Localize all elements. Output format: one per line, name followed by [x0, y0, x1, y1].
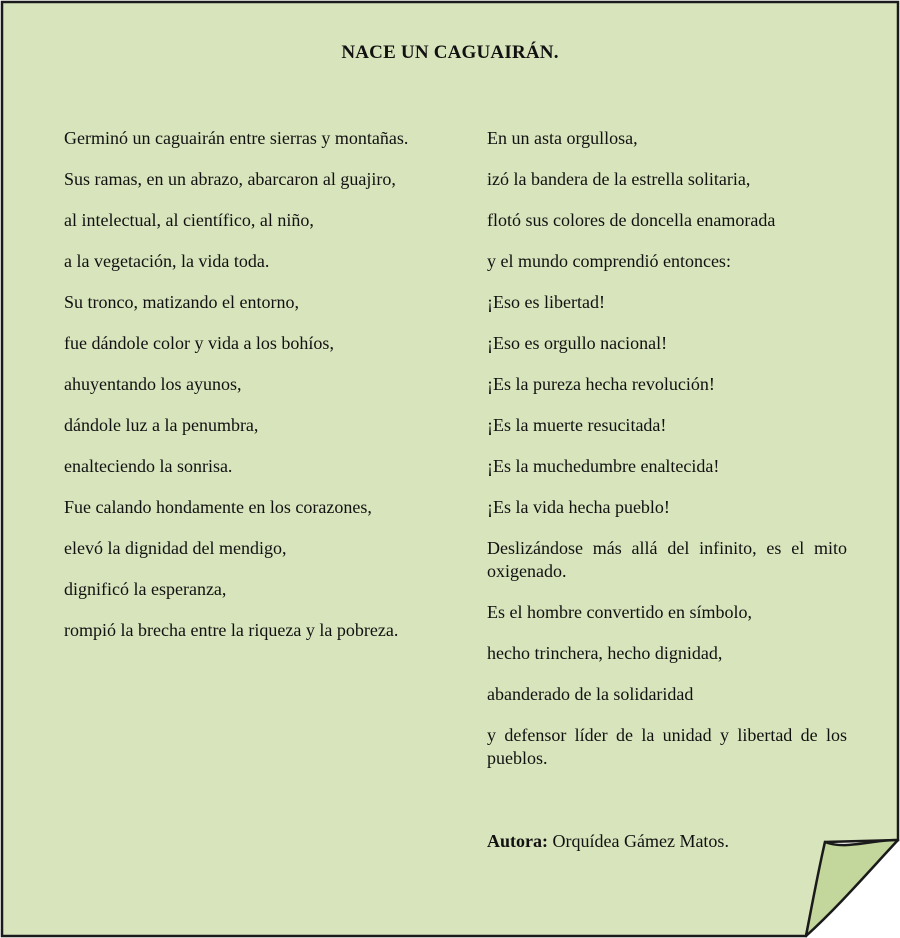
verse-line: Deslizándose más allá del infinito, es el mito oxigenado.: [487, 538, 847, 581]
verse-line: abanderado de la solidaridad: [487, 684, 694, 704]
verse-line: hecho trinchera, hecho dignidad,: [487, 643, 723, 663]
verse-line: dándole luz a la penumbra,: [64, 415, 259, 435]
author-credit: [487, 830, 729, 853]
poem-title: NACE UN CAGUAIRÁN.: [341, 42, 559, 63]
verse-line: ¡Eso es libertad!: [487, 292, 605, 312]
verse-line: y defensor líder de la unidad y libertad de los pueblos.: [487, 725, 847, 768]
author-label: Autora:: [487, 831, 548, 851]
right-column: [487, 127, 847, 788]
verse-line: ahuyentando los ayunos,: [64, 374, 242, 394]
verse-line: ¡Es la muerte resucitada!: [487, 415, 667, 435]
verse-line: Es el hombre convertido en símbolo,: [487, 602, 752, 622]
verse-line: fue dándole color y vida a los bohíos,: [64, 333, 334, 353]
verse-line: rompió la brecha entre la riqueza y la pobreza.: [64, 620, 399, 640]
verse-line: ¡Es la pureza hecha revolución!: [487, 374, 715, 394]
verse-line: izó la bandera de la estrella solitaria,: [487, 169, 751, 189]
left-column: [64, 127, 426, 660]
verse-line: ¡Es la muchedumbre enaltecida!: [487, 456, 720, 476]
verse-line: dignificó la esperanza,: [64, 579, 227, 599]
verse-line: En un asta orgullosa,: [487, 128, 638, 148]
verse-line: al intelectual, al científico, al niño,: [64, 210, 314, 230]
author-name: Orquídea Gámez Matos.: [552, 831, 729, 851]
verse-line: ¡Eso es orgullo nacional!: [487, 333, 668, 353]
verse-line: Sus ramas, en un abrazo, abarcaron al guajiro,: [64, 169, 396, 189]
verse-line: Su tronco, matizando el entorno,: [64, 292, 299, 312]
verse-line: ¡Es la vida hecha pueblo!: [487, 497, 670, 517]
verse-line: a la vegetación, la vida toda.: [64, 251, 270, 271]
verse-line: flotó sus colores de doncella enamorada: [487, 210, 776, 230]
verse-line: elevó la dignidad del mendigo,: [64, 538, 287, 558]
verse-line: y el mundo comprendió entonces:: [487, 251, 731, 271]
verse-line: Fue calando hondamente en los corazones,: [64, 497, 372, 517]
verse-line: Germinó un caguairán entre sierras y montañas.: [64, 128, 409, 148]
verse-line: enalteciendo la sonrisa.: [64, 456, 233, 476]
